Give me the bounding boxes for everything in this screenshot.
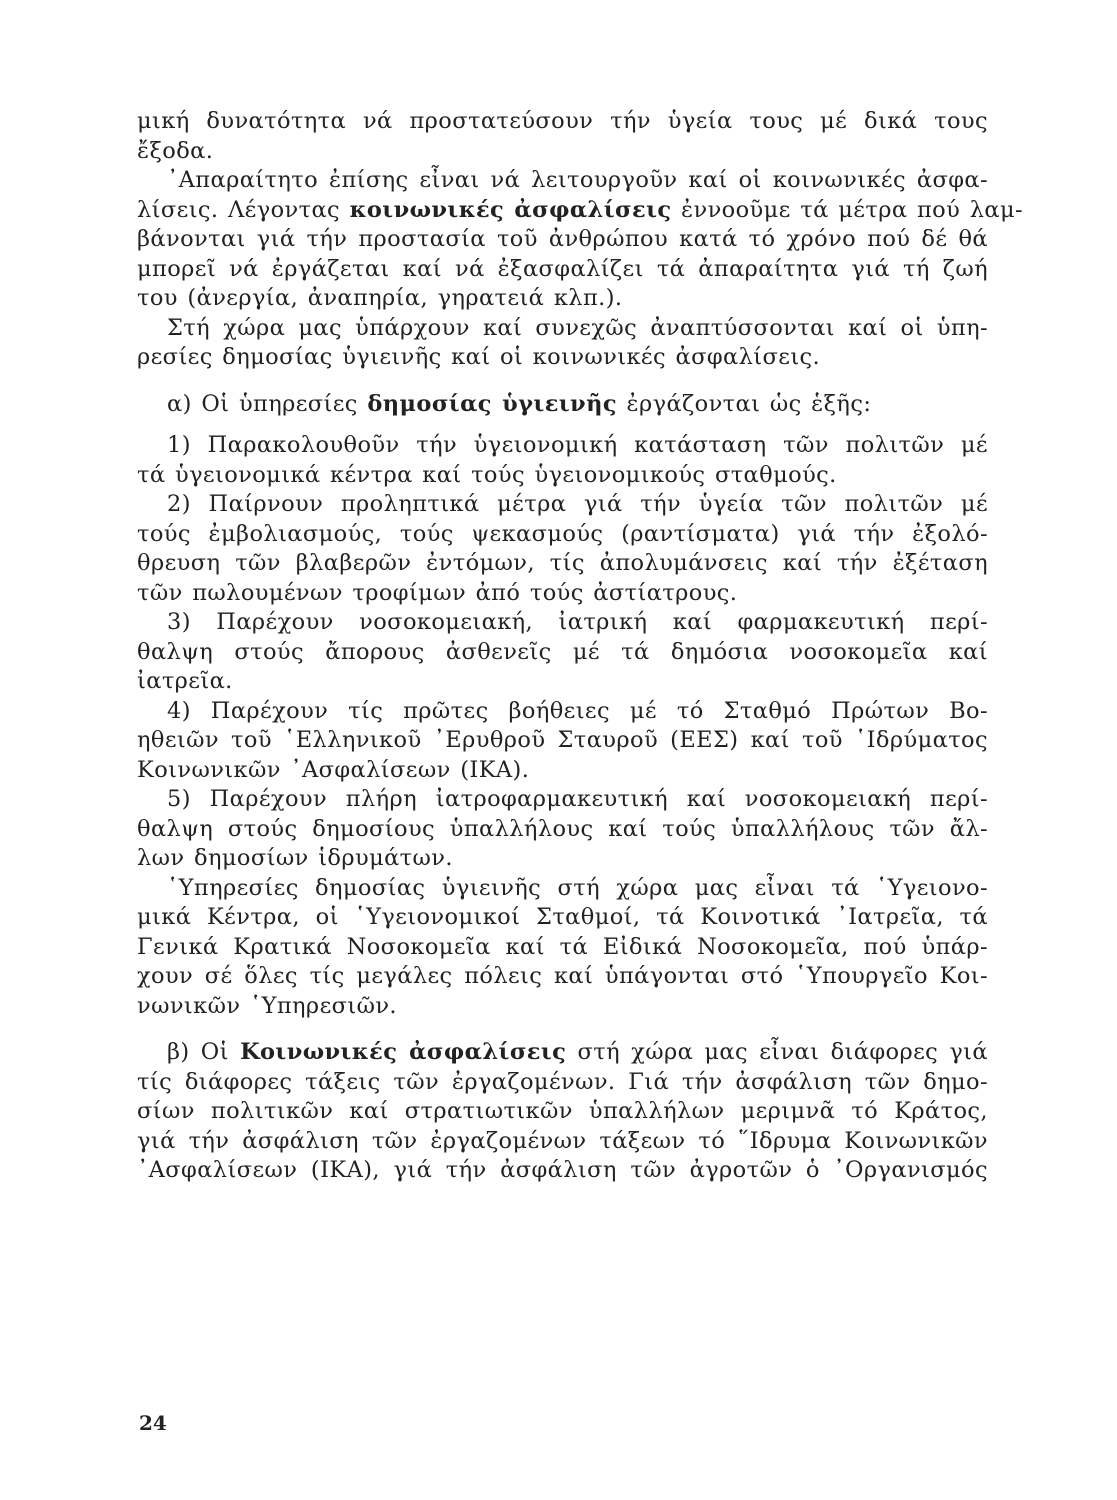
text-line: 4) Παρέχουν τίς πρῶτες βοήθειες μέ τό Σταθμό Πρώτων Βο- bbox=[167, 697, 988, 724]
paragraph-social-insurance bbox=[137, 166, 1024, 314]
text-line: του (ἀνεργία, ἀναπηρία, γηρατειά κλπ.). bbox=[137, 285, 623, 311]
text-line: μπορεῖ νά ἐργάζεται καί νά ἐξασφαλίζει τά ἀπαραίτητα γιά τή ζωή bbox=[137, 255, 988, 282]
text-line: μικά Κέντρα, οἱ ῾Υγειονομικοί Σταθμοί, τά Κοινοτικά ᾿Ιατρεῖα, τά bbox=[137, 904, 988, 930]
text-line bbox=[137, 196, 1024, 226]
text-line: χουν σέ ὅλες τίς μεγάλες πόλεις καί ὑπάγονται στό ῾Υπουργεῖο Κοι- bbox=[137, 963, 988, 989]
list-item-2 bbox=[137, 490, 988, 608]
text-line: θαλψη στούς δημοσίους ὑπαλλήλους καί τούς ὑπαλλήλους τῶν ἄλ- bbox=[137, 815, 988, 842]
text-span: α) Οἱ ὑπηρεσίες bbox=[167, 390, 368, 417]
text-line: τά ὑγειονομικά κέντρα καί τούς ὑγειονομικούς σταθμούς. bbox=[137, 461, 837, 488]
text-span: ἐργάζονται ὡς ἑξῆς: bbox=[616, 390, 872, 417]
text-line: σίων πολιτικῶν καί στρατιωτικῶν ὑπαλλήλων μεριμνᾶ τό Κράτος, bbox=[137, 1098, 988, 1124]
text-line: θρευση τῶν βλαβερῶν ἐντόμων, τίς ἀπολυμάνσεις καί τήν ἐξέταση bbox=[137, 550, 988, 576]
text-line: Κοινωνικῶν ᾿Ασφαλίσεων (ΙΚΑ). bbox=[137, 756, 530, 783]
text-line: ᾿Απαραίτητο ἐπίσης εἶναι νά λειτουργοῦν καί οἱ κοινωνικές ἀσφα- bbox=[167, 167, 988, 193]
text-line: Γενικά Κρατικά Νοσοκομεῖα καί τά Εἰδικά Νοσοκομεῖα, πού ὑπάρ- bbox=[137, 933, 988, 960]
section-heading-b bbox=[137, 1038, 988, 1068]
paragraph-section-a bbox=[137, 390, 988, 420]
text-line: τίς διάφορες τάξεις τῶν ἐργαζομένων. Γιά τήν ἀσφάλιση τῶν δημο- bbox=[137, 1068, 988, 1095]
page-body bbox=[137, 107, 1024, 1186]
text-line: Στή χώρα μας ὑπάρχουν καί συνεχῶς ἀναπτύσσονται καί οἱ ὑπη- bbox=[167, 314, 988, 341]
list-item-1 bbox=[137, 431, 988, 490]
list-item-4 bbox=[137, 697, 988, 786]
bold-term: δημοσίας ὑγιεινῆς bbox=[367, 390, 617, 417]
text-line: ἰατρεῖα. bbox=[137, 668, 233, 694]
text-line: μική δυνατότητα νά προστατεύσουν τήν ὑγεία τους μέ δικά τους bbox=[137, 108, 988, 134]
paragraph-health-services bbox=[137, 874, 988, 1022]
text-span: στή χώρα μας εἶναι διάφορες γιά bbox=[566, 1039, 988, 1065]
text-line: ρεσίες δημοσίας ὑγιεινῆς καί οἱ κοινωνικές ἀσφαλίσεις. bbox=[137, 344, 821, 370]
text-line: τούς ἐμβολιασμούς, τούς ψεκασμούς (ραντίσματα) γιά τήν ἐξολό- bbox=[137, 520, 988, 547]
text-line: τῶν πωλουμένων τροφίμων ἀπό τούς ἀστίατρους. bbox=[137, 579, 738, 606]
text-line: λων δημοσίων ἱδρυμάτων. bbox=[137, 845, 453, 871]
text-span: ἐννοοῦμε τά μέτρα πού λαμ- bbox=[671, 196, 1024, 223]
text-line: ηθειῶν τοῦ ῾Ελληνικοῦ ᾿Ερυθροῦ Σταυροῦ (ΕΕΣ) καί τοῦ ῾Ιδρύματος bbox=[137, 727, 988, 753]
page-number: 24 bbox=[139, 1411, 167, 1435]
text-line: θαλψη στούς ἄπορους ἀσθενεῖς μέ τά δημόσια νοσοκομεῖα καί bbox=[137, 638, 988, 665]
list-item-3 bbox=[137, 608, 988, 697]
text-line: ῾Υπηρεσίες δημοσίας ὑγιεινῆς στή χώρα μας εἶναι τά ῾Υγειονο- bbox=[167, 874, 988, 901]
section-heading-a bbox=[137, 390, 988, 420]
text-line: ἔξοδα. bbox=[137, 137, 214, 164]
text-line: 3) Παρέχουν νοσοκομειακή, ἰατρική καί φαρμακευτική περί- bbox=[167, 609, 988, 635]
paragraph-intro bbox=[137, 107, 988, 166]
text-span: λίσεις. Λέγοντας bbox=[137, 196, 350, 223]
text-line: ᾿Ασφαλίσεων (ΙΚΑ), γιά τήν ἀσφάλιση τῶν ἀγροτῶν ὁ ᾿Οργανισμός bbox=[137, 1157, 988, 1183]
text-line: 1) Παρακολουθοῦν τήν ὑγειονομική κατάσταση τῶν πολιτῶν μέ bbox=[167, 432, 988, 458]
paragraph-section-b bbox=[137, 1038, 988, 1186]
text-line: νωνικῶν ῾Υπηρεσιῶν. bbox=[137, 992, 397, 1019]
text-line: βάνονται γιά τήν προστασία τοῦ ἀνθρώπου κατά τό χρόνο πού δέ θά bbox=[137, 226, 988, 252]
bold-term: κοινωνικές ἀσφαλίσεις bbox=[349, 196, 672, 223]
list-item-5 bbox=[137, 785, 988, 874]
text-line: 5) Παρέχουν πλήρη ἰατροφαρμακευτική καί νοσοκομειακή περί- bbox=[167, 786, 988, 812]
paragraph-services bbox=[137, 314, 988, 373]
text-line: γιά τήν ἀσφάλιση τῶν ἐργαζομένων τάξεων τό ῞Ιδρυμα Κοινωνικῶν bbox=[137, 1127, 988, 1154]
bold-term: Κοινωνικές ἀσφαλίσεις bbox=[240, 1039, 567, 1065]
text-line: 2) Παίρνουν προληπτικά μέτρα γιά τήν ὑγεία τῶν πολιτῶν μέ bbox=[167, 491, 988, 517]
text-span: β) Οἱ bbox=[167, 1039, 241, 1065]
